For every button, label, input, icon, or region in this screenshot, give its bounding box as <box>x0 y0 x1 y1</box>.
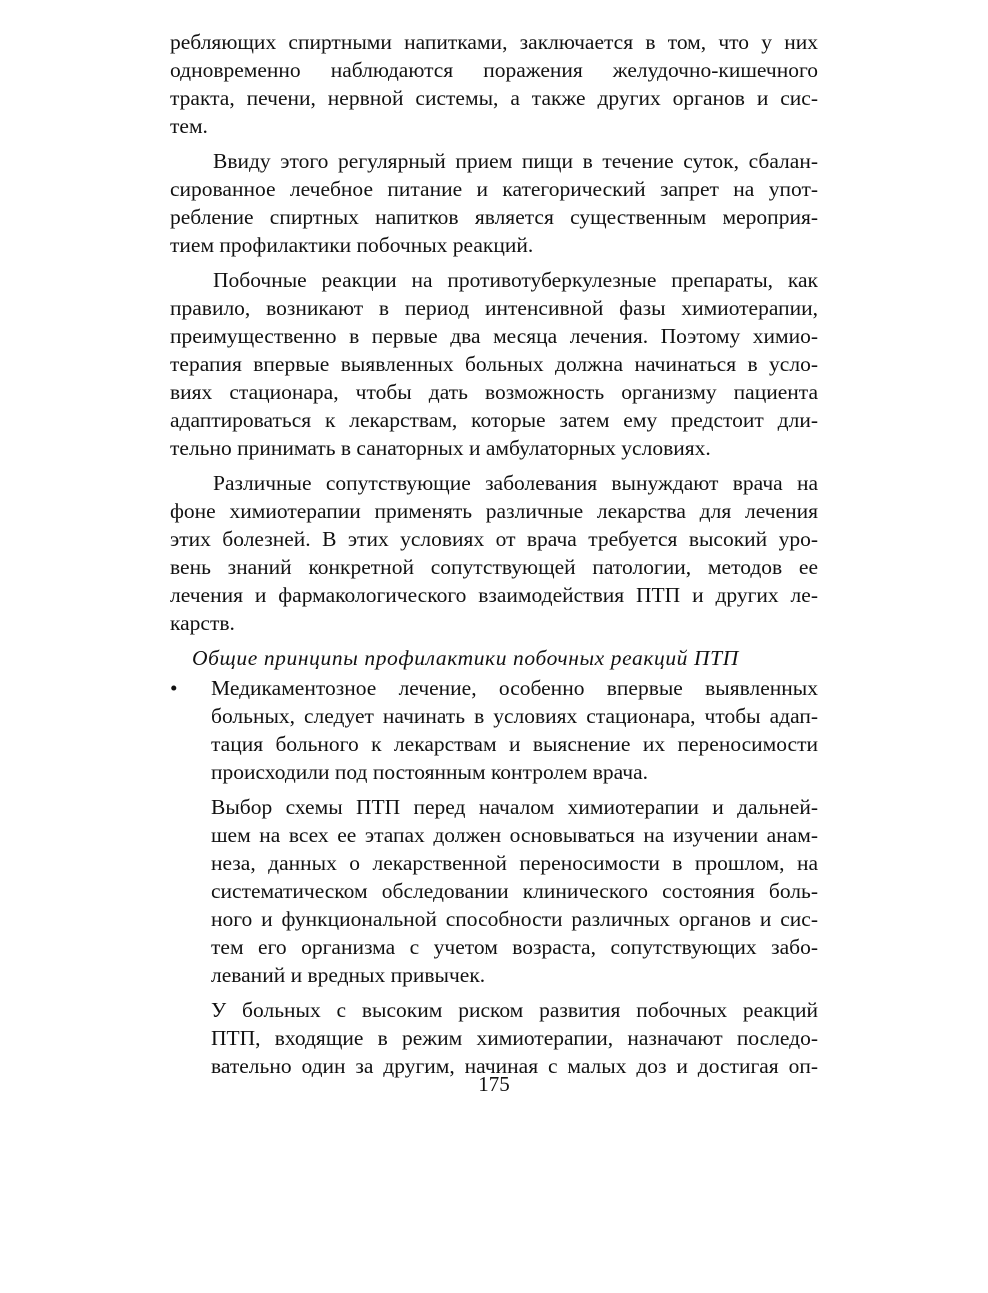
text-line: происходили под постоянным контролем врача. <box>211 760 649 784</box>
text-line: Медикаментозное лечение, особенно впервые выявленных <box>211 676 818 700</box>
text-line: фоне химиотерапии применять различные лекарства для лечения <box>170 499 818 523</box>
page-content <box>170 28 818 1087</box>
text-line: терапия впервые выявленных больных должна начинаться в усло- <box>170 352 818 376</box>
text-line: ребление спиртных напитков является существенным мероприя- <box>170 205 818 229</box>
text-line: тельно принимать в санаторных и амбулаторных условиях. <box>170 436 711 460</box>
text-line: У больных с высоким риском развития побочных реакций <box>211 998 818 1022</box>
text-line: ного и функциональной способности различных органов и сис- <box>211 907 818 931</box>
text-line: тракта, печени, нервной системы, а также других органов и сис- <box>170 86 818 110</box>
text-line: Различные сопутствующие заболевания вынуждают врача на <box>213 471 818 495</box>
page-number: 175 <box>478 1072 510 1096</box>
text-line: Побочные реакции на противотуберкулезные препараты, как <box>213 268 818 292</box>
text-line: тием профилактики побочных реакций. <box>170 233 534 257</box>
text-line: преимущественно в первые два месяца лечения. Поэтому химио- <box>170 324 818 348</box>
text-line: Выбор схемы ПТП перед началом химиотерапии и дальней- <box>211 795 818 819</box>
text-line: карств. <box>170 611 235 635</box>
text-line: ПТП, входящие в режим химиотерапии, назначают последо- <box>211 1026 818 1050</box>
list-item-2 <box>211 793 818 989</box>
paragraph-2 <box>170 147 818 259</box>
list-item-3 <box>211 996 818 1080</box>
text-line: адаптироваться к лекарствам, которые затем ему предстоит дли- <box>170 408 818 432</box>
paragraph-3 <box>170 266 818 462</box>
text-line: ребляющих спиртными напитками, заключается в том, что у них <box>170 30 818 54</box>
text-line: сированное лечебное питание и категорический запрет на упот- <box>170 177 818 201</box>
text-line: систематическом обследовании клинического состояния боль- <box>211 879 818 903</box>
bullet-list <box>170 674 818 1080</box>
bullet-icon: • <box>170 676 178 700</box>
text-line: виях стационара, чтобы дать возможность организму пациента <box>170 380 818 404</box>
text-line: вень знаний конкретной сопутствующей патологии, методов ее <box>170 555 818 579</box>
text-line: тем. <box>170 114 208 138</box>
text-line: тация больного к лекарствам и выяснение их переносимости <box>211 732 818 756</box>
text-line: больных, следует начинать в условиях стационара, чтобы адап- <box>211 704 818 728</box>
paragraph-4 <box>170 469 818 637</box>
text-line: вательно один за другим, начиная с малых доз и достигая оп- <box>211 1054 818 1078</box>
text-line: одновременно наблюдаются поражения желудочно-кишечного <box>170 58 818 82</box>
text-line: Ввиду этого регулярный прием пищи в течение суток, сбалан- <box>213 149 818 173</box>
text-line: неза, данных о лекарственной переносимости в прошлом, на <box>211 851 818 875</box>
text-line: леваний и вредных привычек. <box>211 963 486 987</box>
text-line: тем его организма с учетом возраста, сопутствующих забо- <box>211 935 818 959</box>
text-line: этих болезней. В этих условиях от врача требуется высокий уро- <box>170 527 818 551</box>
paragraph-1 <box>170 28 818 140</box>
text-line: лечения и фармакологического взаимодействия ПТП и других ле- <box>170 583 818 607</box>
text-line: шем на всех ее этапах должен основываться на изучении анам- <box>211 823 818 847</box>
list-item-1 <box>211 674 818 786</box>
text-line: правило, возникают в период интенсивной фазы химиотерапии, <box>170 296 818 320</box>
section-heading: Общие принципы профилактики побочных реакций ПТП <box>192 646 739 670</box>
